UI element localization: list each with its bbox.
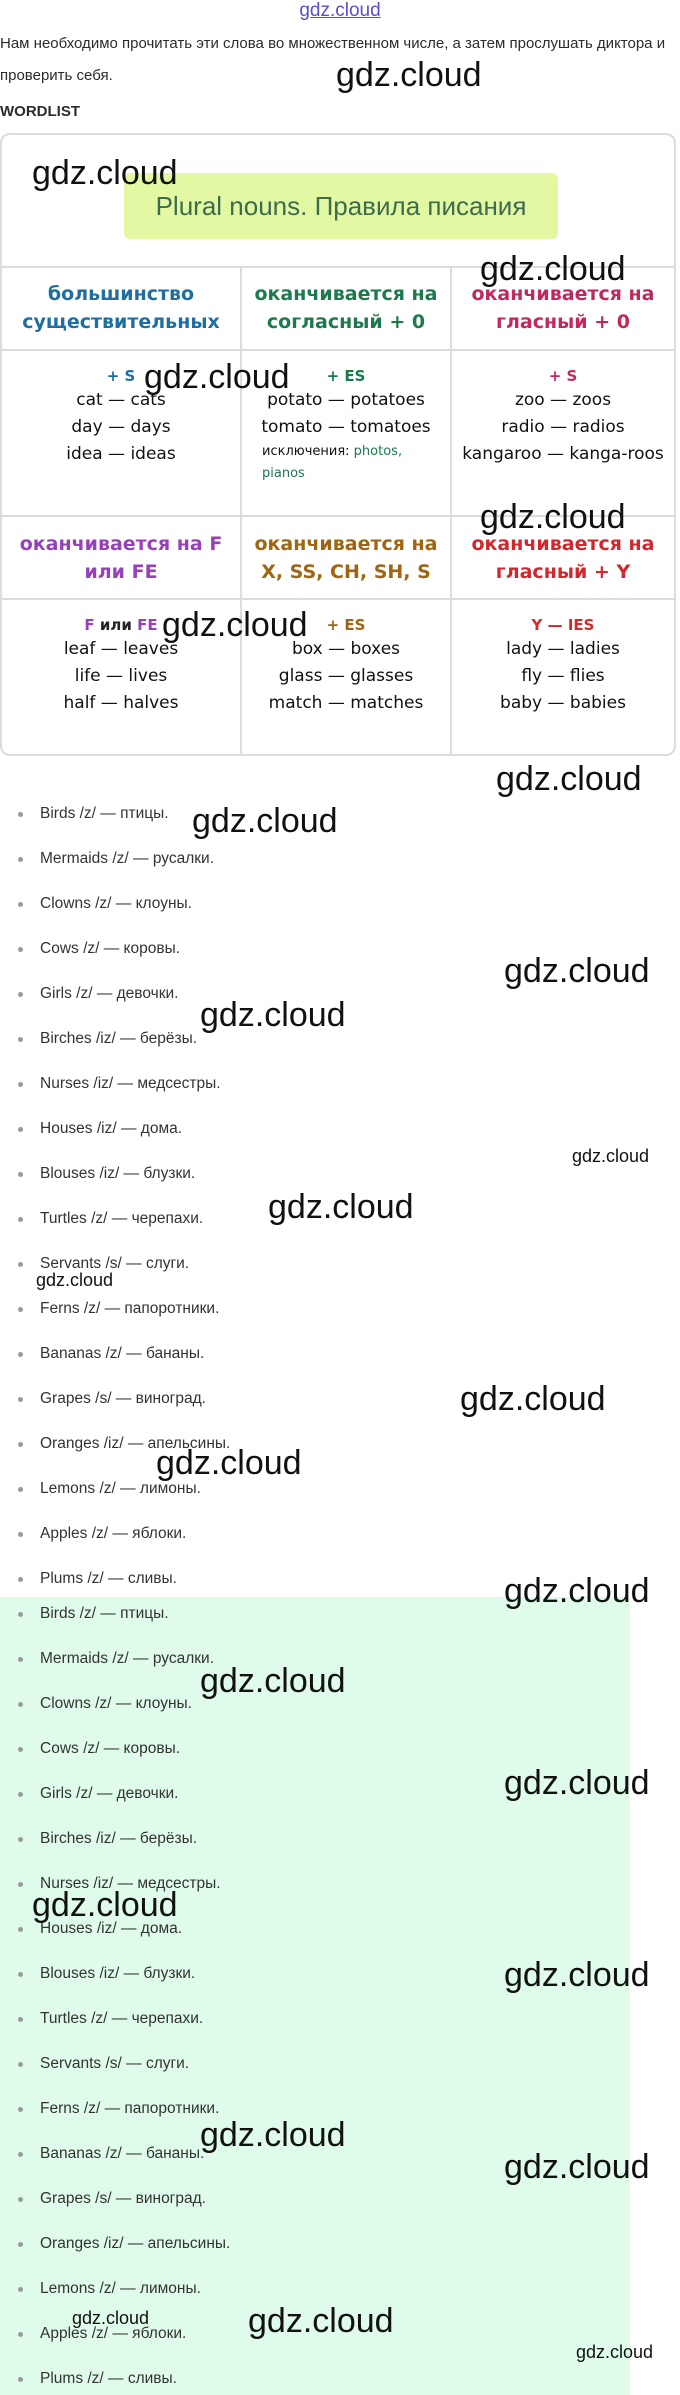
rules-title: Plural nouns. Правила писания (124, 173, 558, 239)
list-item: Birds /z/ — птицы. (40, 1605, 169, 1622)
watermark: gdz.cloud (268, 1188, 414, 1226)
rule-example: baby — babies (500, 693, 626, 713)
rule-examples-vowel-y (452, 600, 674, 754)
rule-example: potato — potatoes (267, 390, 425, 410)
rule-example: day — days (71, 417, 171, 437)
list-item: Mermaids /z/ — русалки. (40, 1650, 215, 1667)
watermark: gdz.cloud (504, 1764, 650, 1802)
list-item: Bananas /z/ — бананы. (40, 2145, 205, 2162)
list-item: Servants /s/ — слуги. (40, 1255, 190, 1272)
list-item: Lemons /z/ — лимоны. (40, 2280, 201, 2297)
site-link[interactable]: gdz.cloud (299, 0, 381, 21)
plural-rules-table (0, 133, 676, 756)
rule-tag: + S (106, 367, 136, 385)
watermark: gdz.cloud (480, 498, 626, 536)
list-item: Servants /s/ — слуги. (40, 2055, 190, 2072)
list-item: Girls /z/ — девочки. (40, 1785, 179, 1802)
rule-example: box — boxes (291, 639, 401, 659)
watermark: gdz.cloud (162, 606, 308, 644)
answer-highlight (0, 1597, 630, 2395)
list-item: Oranges /iz/ — апельсины. (40, 1435, 231, 1452)
rule-tag: Y — IES (531, 616, 595, 634)
list-item: Clowns /z/ — клоуны. (40, 895, 192, 912)
rule-example: idea — ideas (66, 444, 176, 464)
list-item: Nurses /iz/ — медсестры. (40, 1075, 221, 1092)
rule-tag: + ES (326, 616, 366, 634)
watermark: gdz.cloud (576, 2342, 654, 2362)
list-item: Lemons /z/ — лимоны. (40, 1480, 201, 1497)
watermark: gdz.cloud (460, 1380, 606, 1418)
rule-head-consonant-o: оканчивается на согласный + 0 (242, 266, 452, 351)
watermark: gdz.cloud (504, 2148, 650, 2186)
list-item: Houses /iz/ — дома. (40, 1120, 183, 1137)
rule-example: leaf — leaves (63, 639, 179, 659)
list-item: Birds /z/ — птицы. (40, 805, 169, 822)
watermark: gdz.cloud (248, 2302, 394, 2340)
task-instruction: Нам необходимо прочитать эти слова во множественном числе, а затем прослушать диктора и проверить себя. (0, 35, 666, 84)
watermark: gdz.cloud (72, 2308, 150, 2328)
rule-example: kangaroo — kanga-roos (462, 444, 664, 464)
list-item: Ferns /z/ — папоротники. (40, 1300, 220, 1317)
rule-head-vowel-o: оканчивается на гласный + 0 (452, 266, 674, 351)
watermark: gdz.cloud (156, 1444, 302, 1482)
list-item: Apples /z/ — яблоки. (40, 1525, 187, 1542)
list-item: Plums /z/ — сливы. (40, 2370, 177, 2387)
watermark: gdz.cloud (480, 250, 626, 288)
rule-head-x-ss-ch-sh-s: оканчивается на X, SS, CH, SH, S (242, 517, 452, 600)
watermark: gdz.cloud (336, 56, 482, 94)
list-item: Girls /z/ — девочки. (40, 985, 179, 1002)
rule-tag: F или FE (84, 616, 158, 634)
list-item: Oranges /iz/ — апельсины. (40, 2235, 231, 2252)
list-item: Ferns /z/ — папоротники. (40, 2100, 220, 2117)
rule-head-vowel-y: оканчивается на гласный + Y (452, 517, 674, 600)
list-item: Birches /iz/ — берёзы. (40, 1030, 198, 1047)
list-item: Bananas /z/ — бананы. (40, 1345, 205, 1362)
rule-example: tomato — tomatoes (261, 417, 431, 437)
watermark: gdz.cloud (504, 1572, 650, 1610)
watermark: gdz.cloud (144, 358, 290, 396)
watermark: gdz.cloud (200, 2116, 346, 2154)
rule-head-f-fe: оканчивается на F или FE (2, 517, 242, 600)
rule-exceptions: исключения: photos, pianos (262, 444, 403, 481)
list-item: Cows /z/ — коровы. (40, 1740, 181, 1757)
list-item: Apples /z/ — яблоки. (40, 2325, 187, 2342)
rule-example: glass — glasses (278, 666, 414, 686)
watermark: gdz.cloud (504, 1956, 650, 1994)
list-item: Cows /z/ — коровы. (40, 940, 181, 957)
watermark: gdz.cloud (192, 802, 338, 840)
section-title: WORDLIST (0, 103, 80, 120)
list-item: Grapes /s/ — виноград. (40, 2190, 206, 2207)
list-item: Clowns /z/ — клоуны. (40, 1695, 192, 1712)
watermark: gdz.cloud (32, 1886, 178, 1924)
watermark: gdz.cloud (504, 952, 650, 990)
watermark: gdz.cloud (200, 1662, 346, 1700)
list-item: Birches /iz/ — берёзы. (40, 1830, 198, 1847)
rule-example: radio — radios (501, 417, 625, 437)
rule-example: life — lives (74, 666, 168, 686)
rule-examples-vowel-o (452, 351, 674, 517)
rule-example: lady — ladies (506, 639, 620, 659)
rule-tag: + S (548, 367, 578, 385)
rule-example: cat — cats (76, 390, 166, 410)
list-item: Houses /iz/ — дома. (40, 1920, 183, 1937)
rule-example: zoo — zoos (514, 390, 612, 410)
list-item: Turtles /z/ — черепахи. (40, 1210, 204, 1227)
rule-example: fly — flies (521, 666, 605, 686)
rule-example: match — matches (268, 693, 424, 713)
rule-head-most-nouns: большинство существительных (2, 266, 242, 351)
rule-tag: + ES (326, 367, 366, 385)
watermark: gdz.cloud (572, 1146, 650, 1166)
watermark: gdz.cloud (200, 996, 346, 1034)
list-item: Turtles /z/ — черепахи. (40, 2010, 204, 2027)
watermark: gdz.cloud (496, 760, 642, 798)
list-item: Mermaids /z/ — русалки. (40, 850, 215, 867)
watermark: gdz.cloud (32, 154, 178, 192)
watermark: gdz.cloud (36, 1270, 114, 1290)
list-item: Nurses /iz/ — медсестры. (40, 1875, 221, 1892)
list-item: Blouses /iz/ — блузки. (40, 1165, 196, 1182)
list-item: Grapes /s/ — виноград. (40, 1390, 206, 1407)
list-item: Plums /z/ — сливы. (40, 1570, 177, 1587)
rule-example: half — halves (63, 693, 179, 713)
list-item: Blouses /iz/ — блузки. (40, 1965, 196, 1982)
